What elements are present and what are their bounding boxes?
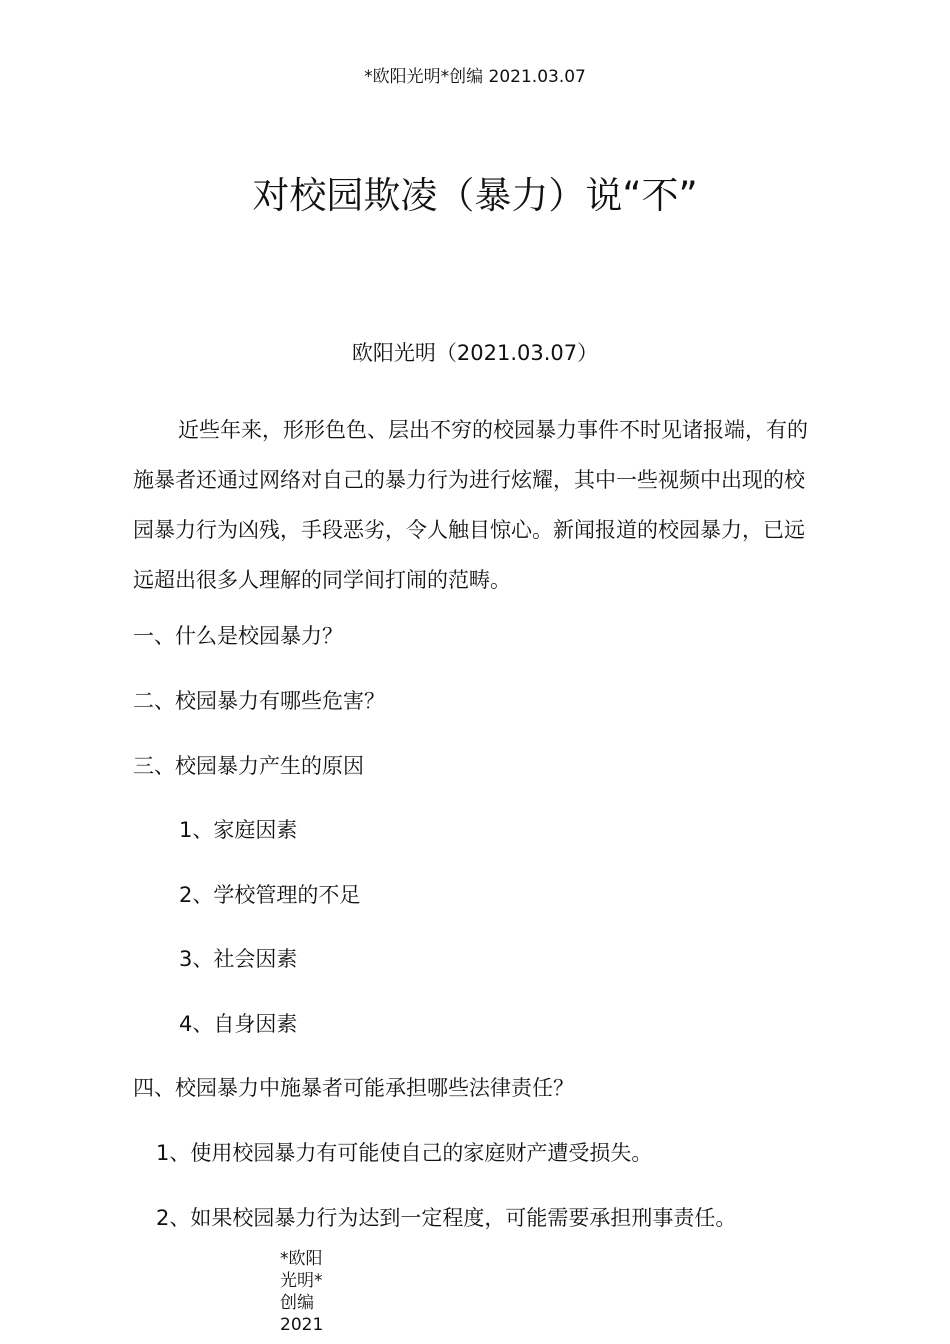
page-footer: *欧阳光明*创编 2021 — [280, 1249, 324, 1335]
author-byline: 欧阳光明（2021.03.07） — [351, 341, 599, 365]
cause-item: 3、社会因素 — [179, 947, 298, 971]
section-heading-3: 三、校园暴力产生的原因 — [133, 754, 364, 778]
cause-item: 4、自身因素 — [179, 1012, 298, 1036]
document-title: 对校园欺凌（暴力）说“不” — [252, 174, 698, 217]
intro-paragraph: 近些年来，形形色色、层出不穷的校园暴力事件不时见诸报端，有的施暴者还通过网络对自己的暴力行为进行炫耀，其中一些视频中出现的校园暴力行为凶残，手段恶劣，令人触目惊心。新闻报道的校园暴力，已远远超出很多人理解的同学间打闹的范畴。 — [133, 418, 808, 592]
liability-item: 2、如果校园暴力行为达到一定程度，可能需要承担刑事责任。 — [156, 1206, 737, 1230]
section-heading-2: 二、校园暴力有哪些危害？ — [133, 689, 385, 713]
section-heading-1: 一、什么是校园暴力？ — [133, 624, 343, 648]
section-heading-4: 四、校园暴力中施暴者可能承担哪些法律责任？ — [133, 1076, 574, 1100]
page-header: *欧阳光明*创编 2021.03.07 — [364, 67, 586, 87]
liability-item: 1、使用校园暴力有可能使自己的家庭财产遭受损失。 — [156, 1141, 653, 1165]
cause-item: 2、学校管理的不足 — [179, 883, 361, 907]
cause-item: 1、家庭因素 — [179, 818, 298, 842]
